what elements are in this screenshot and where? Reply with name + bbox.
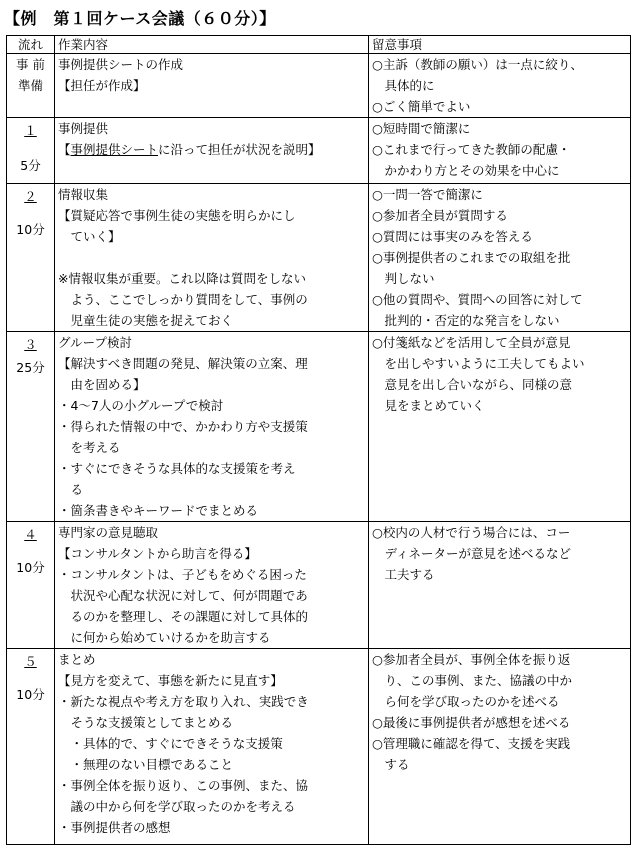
- work-line: まとめ: [58, 652, 96, 667]
- header-work: 作業内容: [55, 36, 369, 54]
- step-duration: 5分: [20, 158, 41, 173]
- note-line: ○事例提供者のこれまでの取組を批: [372, 250, 571, 265]
- step-cell: [7, 118, 55, 184]
- work-sub-bullet: ・無理のない目標であること: [58, 757, 234, 772]
- step-duration: 10分: [16, 560, 45, 575]
- work-line: ていく】: [58, 229, 121, 244]
- step-number: ２: [24, 189, 37, 204]
- work-bullet: ・箇条書きやキーワードでまとめる: [58, 503, 259, 518]
- step-cell: [7, 54, 55, 118]
- case-meeting-table: [6, 35, 631, 845]
- work-line: 【コンサルタントから助言を得る】: [58, 546, 257, 561]
- note-line: 判しない: [372, 271, 435, 286]
- work-cell: [55, 649, 369, 845]
- note-line: ○校内の人材で行う場合には、コー: [372, 525, 571, 540]
- work-line: に何から始めていけるかを助言する: [58, 630, 271, 645]
- table-row-step-3: [7, 332, 631, 522]
- work-line: 状況や心配な状況に対して、何が問題であ: [58, 588, 308, 603]
- note-line: ディネーターが意見を述べるなど: [372, 546, 572, 561]
- note-line: する: [372, 757, 410, 772]
- note-line: ○一問一答で簡潔に: [372, 187, 483, 202]
- work-line: る: [58, 482, 84, 497]
- notes-cell: [369, 649, 631, 845]
- note-line: 見をまとめていく: [372, 398, 485, 413]
- work-cell: [55, 118, 369, 184]
- header-notes: 留意事項: [369, 36, 631, 54]
- note-line: ○質問には事実のみを答える: [372, 229, 533, 244]
- step-cell: [7, 184, 55, 332]
- bracket-open: 【: [58, 142, 71, 157]
- step-duration: 10分: [16, 687, 45, 702]
- work-line: 【見方を変えて、事態を新たに見直す】: [58, 673, 283, 688]
- work-line: 【担任が作成】: [58, 78, 146, 93]
- table-row-step-4: [7, 522, 631, 649]
- work-line: を考える: [58, 440, 121, 455]
- work-bullet: ・得られた情報の中で、かかわり方や支援策: [58, 419, 308, 434]
- step-number: ３: [24, 337, 37, 352]
- note-line: ○短時間で簡潔に: [372, 121, 471, 136]
- work-cell: [55, 522, 369, 649]
- note-line: かかわり方とその効果を中心に: [372, 163, 560, 178]
- note-line: ○付箋紙などを活用して全員が意見: [372, 335, 571, 350]
- step-cell: [7, 332, 55, 522]
- work-sub-bullet: ・具体的で、すぐにできそうな支援策: [58, 736, 283, 751]
- note-line: 意見を出し合いながら、同様の意: [372, 377, 573, 392]
- step-number: １: [24, 123, 37, 138]
- work-line: 専門家の意見聴取: [58, 525, 159, 540]
- case-sheet-link: 事例提供シート: [70, 142, 159, 157]
- note-line: ○ごく簡単でよい: [372, 99, 471, 114]
- step-duration: 10分: [16, 222, 45, 237]
- work-line: よう、ここでしっかり質問をして、事例の: [58, 292, 308, 307]
- work-line: [58, 139, 365, 160]
- work-line: 事例提供シートの作成: [58, 57, 184, 72]
- note-line: ○参加者全員が質問する: [372, 208, 508, 223]
- work-cell: [55, 54, 369, 118]
- step-number: ５: [24, 654, 37, 669]
- note-line: を出しやすいように工夫してもよい: [372, 356, 585, 371]
- work-bullet: ・4～7人の小グループで検討: [58, 398, 224, 413]
- step-label-1: 事 前: [16, 57, 45, 72]
- work-line: るのかを整理し、その課題に対して具体的: [58, 609, 309, 624]
- note-line: 工夫する: [372, 567, 435, 582]
- step-duration: 25分: [16, 360, 45, 375]
- work-line: 児童生徒の実態を捉えておく: [58, 313, 234, 328]
- note-line: ○参加者全員が、事例全体を振り返: [372, 652, 571, 667]
- step-label-2: 準備: [17, 78, 43, 93]
- work-line: 由を固める】: [58, 377, 146, 392]
- work-cell: [55, 184, 369, 332]
- work-bullet: ・すぐにできそうな具体的な支援策を考え: [58, 461, 296, 476]
- work-bullet: ・事例全体を振り返り、この事例、また、協: [58, 778, 309, 793]
- work-line: 【解決すべき問題の発見、解決策の立案、理: [58, 356, 308, 371]
- document-title: 【例 第１回ケース会議（６０分）】: [4, 9, 276, 28]
- work-cell: [55, 332, 369, 522]
- note-line: ○これまで行ってきた教師の配慮・: [372, 142, 571, 157]
- work-line: [58, 247, 365, 268]
- table-row-step-5: [7, 649, 631, 845]
- note-line: ○主訴（教師の願い）は一点に絞り、: [372, 57, 583, 72]
- work-bullet: ・コンサルタントは、子どもをめぐる困った: [58, 567, 307, 582]
- header-flow: 流れ: [7, 36, 55, 54]
- work-line: そうな支援策としてまとめる: [58, 715, 234, 730]
- work-line: 情報収集: [58, 187, 109, 202]
- step-cell: [7, 649, 55, 845]
- notes-cell: [369, 522, 631, 649]
- work-bullet: ・新たな視点や考え方を取り入れ、実践でき: [58, 694, 309, 709]
- work-line: 議の中から何を学び取ったのかを考える: [58, 799, 296, 814]
- work-bullet: ・事例提供者の感想: [58, 820, 171, 835]
- work-line: グループ検討: [58, 335, 133, 350]
- note-line: 具体的に: [372, 78, 435, 93]
- note-line: ○最後に事例提供者が感想を述べる: [372, 715, 571, 730]
- table-row-preparation: [7, 54, 631, 118]
- table-header-row: [7, 36, 631, 54]
- note-line: り、この事例、また、協議の中か: [372, 673, 573, 688]
- work-sub-text: に沿って担任が状況を説明】: [158, 142, 321, 157]
- table-row-step-1: [7, 118, 631, 184]
- note-line: ○他の質問や、質問への回答に対して: [372, 292, 583, 307]
- notes-cell: [369, 184, 631, 332]
- work-line: ※情報収集が重要。これ以降は質問をしない: [58, 271, 306, 286]
- notes-cell: [369, 332, 631, 522]
- step-cell: [7, 522, 55, 649]
- note-line: 批判的・否定的な発言をしない: [372, 313, 560, 328]
- note-line: ○管理職に確認を得て、支援を実践: [372, 736, 571, 751]
- step-number: ４: [24, 527, 37, 542]
- table-row-step-2: [7, 184, 631, 332]
- notes-cell: [369, 118, 631, 184]
- notes-cell: [369, 54, 631, 118]
- work-line: 事例提供: [58, 121, 109, 136]
- work-line: 【質疑応答で事例生徒の実態を明らかにし: [58, 208, 296, 223]
- note-line: ら何を学び取ったのかを述べる: [372, 694, 560, 709]
